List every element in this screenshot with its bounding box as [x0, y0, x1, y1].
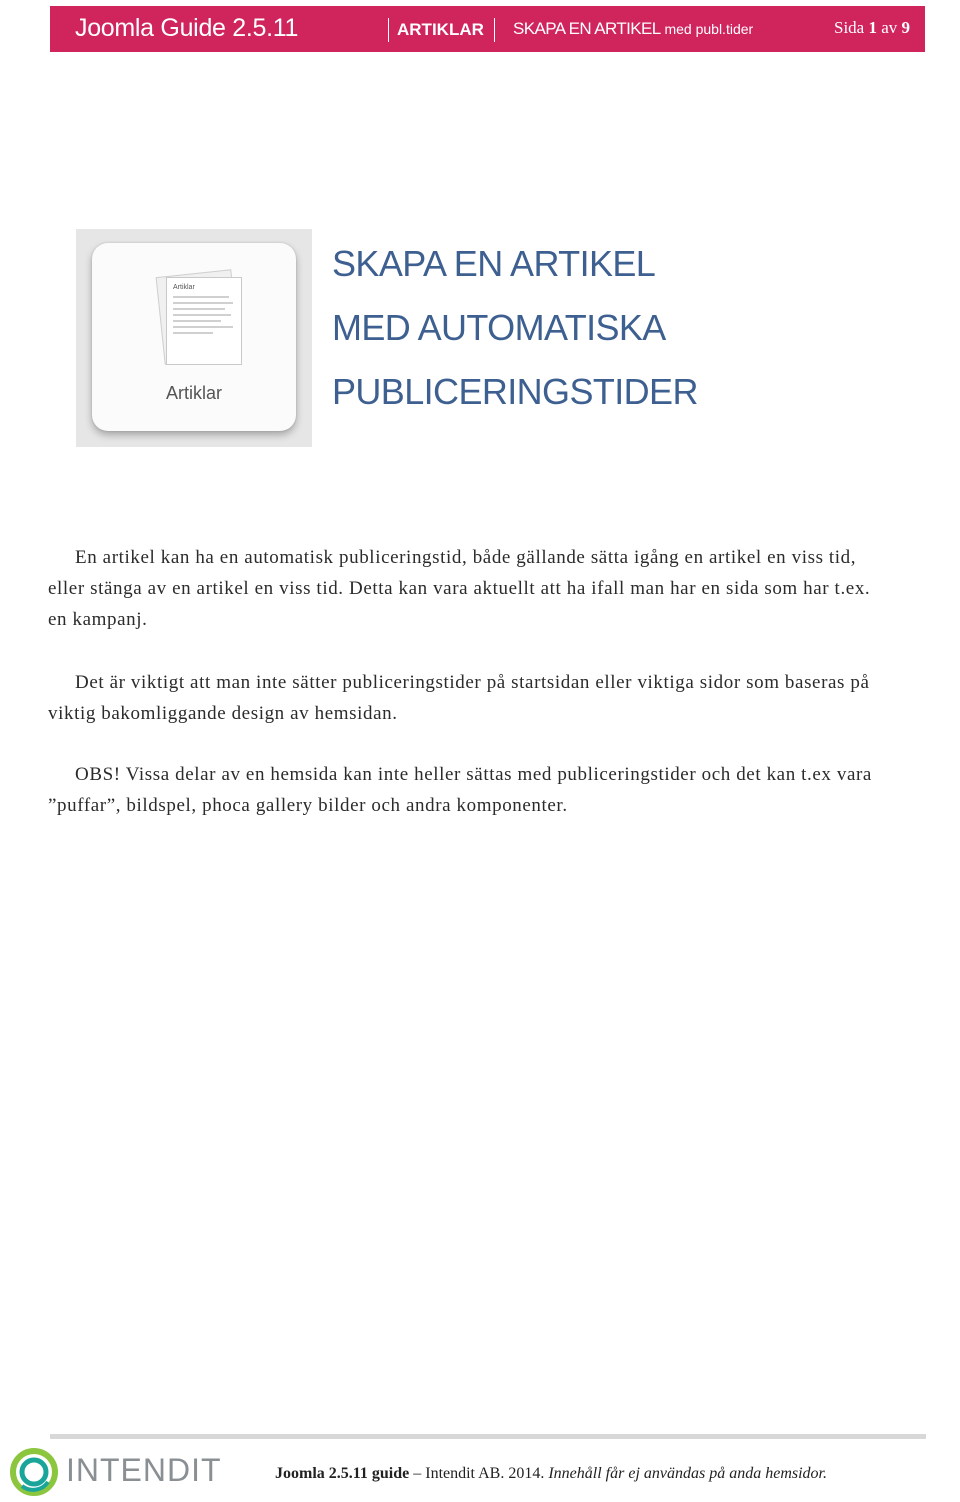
intendit-logo: INTENDIT: [8, 1446, 220, 1498]
thumbnail-card: [92, 243, 296, 431]
article-thumbnail: [76, 229, 312, 447]
header-guide-title: Joomla Guide 2.5.11: [75, 14, 299, 42]
page-header: [50, 6, 925, 52]
footer-copyright: Joomla 2.5.11 guide – Intendit AB. 2014. Innehåll får ej användas på anda hemsidor.: [275, 1465, 827, 1482]
thumbnail-label: Artiklar: [165, 383, 222, 403]
header-chapter-title: SKAPA EN ARTIKEL med publ.tider: [513, 19, 754, 38]
footer-divider: [50, 1434, 926, 1439]
header-separator: [494, 18, 495, 42]
paragraph-warning: Det är viktigt att man inte sätter publiceringstider på startsidan eller viktiga sidor som baseras på viktig bakomliggande design av hemsidan.: [48, 672, 870, 724]
paragraph-note: OBS! Vissa delar av en hemsida kan inte heller sättas med publiceringstider och det kan t.ex vara ”puffar”, bildspel, phoca gallery bilder och andra komponenter.: [48, 764, 872, 816]
header-separator: [388, 18, 389, 42]
header-page-number: Sida 1 av 9: [834, 18, 911, 37]
intendit-logo-icon: [8, 1446, 60, 1498]
page-title: SKAPA EN ARTIKEL MED AUTOMATISKA PUBLICERINGSTIDER: [332, 243, 698, 412]
article-document-icon: Artiklar: [166, 277, 242, 365]
header-section: ARTIKLAR: [397, 20, 484, 39]
paragraph-intro: En artikel kan ha en automatisk publiceringstid, både gällande sätta igång en artikel en viss tid, eller stänga av en artikel en viss tid. Detta kan vara aktuellt att ha ifall man har en sida som har t.ex. en kampanj.: [48, 547, 871, 630]
